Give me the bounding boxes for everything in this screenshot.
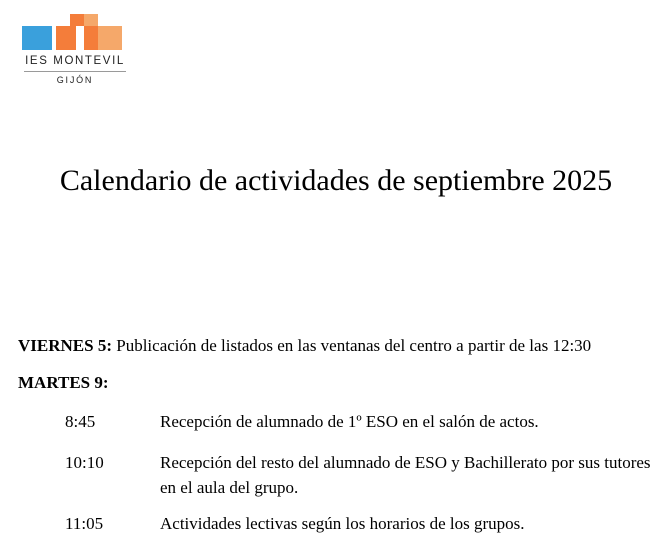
school-logo	[22, 12, 128, 88]
logo-blocks-icon	[22, 12, 128, 54]
friday-label: VIERNES 5:	[18, 336, 112, 355]
tuesday-label: MARTES 9:	[18, 373, 109, 392]
logo-city: GIJÓN	[56, 75, 94, 85]
schedule-description: Recepción del resto del alumnado de ESO y Bachillerato por sus tutores en el aula del grupo.	[160, 453, 651, 497]
friday-text: Publicación de listados en las ventanas del centro a partir de las 12:30	[116, 336, 592, 355]
schedule-time: 8:45	[65, 412, 96, 431]
schedule-description: Recepción de alumnado de 1º ESO en el salón de actos.	[160, 412, 539, 431]
logo-school-name: IES MONTEVIL	[25, 55, 125, 67]
friday-entry	[18, 336, 591, 356]
tuesday-heading	[18, 373, 109, 393]
schedule-time: 10:10	[65, 453, 104, 472]
schedule-time: 11:05	[65, 514, 104, 533]
logo-divider	[24, 71, 126, 72]
page-title: Calendario de actividades de septiembre 2025	[59, 164, 613, 197]
schedule-description: Actividades lectivas según los horarios de los grupos.	[160, 514, 525, 533]
